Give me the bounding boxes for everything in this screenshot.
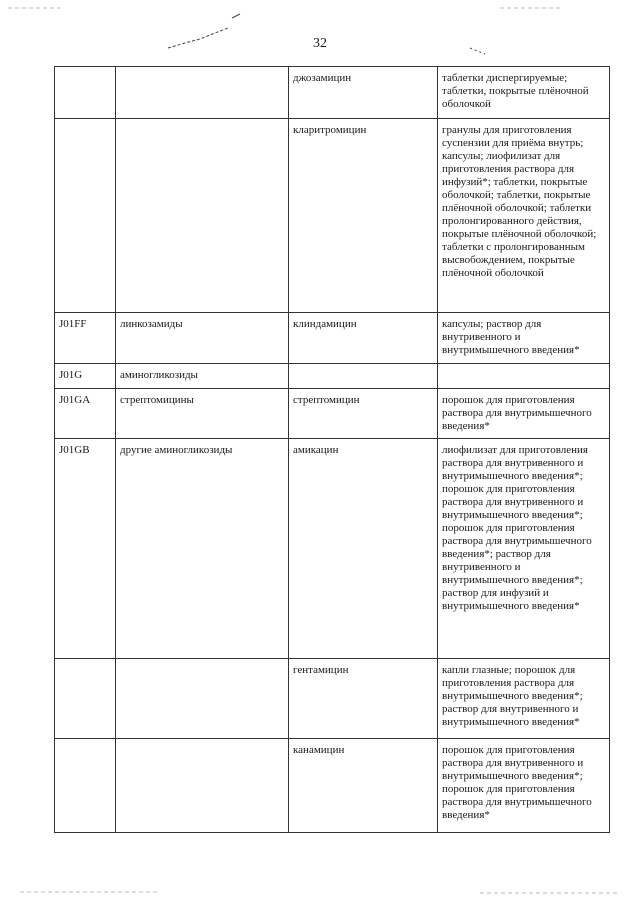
dosage-forms-cell: порошок для приготовления раствора для внутривенного и внутримышечного введения*; порошок для приготовления раствора для внутримышечного введения* [438, 739, 610, 833]
dosage-forms-cell: таблетки диспергируемые; таблетки, покрытые плёночной оболочкой [438, 67, 610, 119]
atc-code-cell: J01GA [55, 389, 116, 439]
atc-code-cell [55, 119, 116, 313]
group-name-cell: стрептомицины [116, 389, 289, 439]
dosage-forms-cell: порошок для приготовления раствора для внутримышечного введения* [438, 389, 610, 439]
group-name-cell: линкозамиды [116, 313, 289, 364]
drug-name-cell: клиндамицин [289, 313, 438, 364]
table-row [55, 659, 610, 739]
drug-name-cell: гентамицин [289, 659, 438, 739]
atc-code-cell [55, 739, 116, 833]
group-name-cell: другие аминогликозиды [116, 439, 289, 659]
drug-name-cell: канамицин [289, 739, 438, 833]
atc-code-cell [55, 659, 116, 739]
atc-code-cell: J01FF [55, 313, 116, 364]
dosage-forms-cell: гранулы для приготовления суспензии для приёма внутрь; капсулы; лиофилизат для приготовления раствора для инфузий*; таблетки, покрытые оболочкой; таблетки, покрытые плёночной оболочкой; таблетки пролонгированного действия, покрытые плёночной оболочкой; таблетки с пролонгированным высвобождением, покрытые плёночной оболочкой [438, 119, 610, 313]
table-row [55, 364, 610, 389]
dosage-forms-cell [438, 364, 610, 389]
atc-code-cell: J01GB [55, 439, 116, 659]
dosage-forms-cell: капсулы; раствор для внутривенного и внутримышечного введения* [438, 313, 610, 364]
drug-name-cell: стрептомицин [289, 389, 438, 439]
table-row [55, 739, 610, 833]
atc-code-cell: J01G [55, 364, 116, 389]
table-row [55, 313, 610, 364]
group-name-cell [116, 659, 289, 739]
table-row [55, 389, 610, 439]
group-name-cell: аминогликозиды [116, 364, 289, 389]
drug-name-cell: амикацин [289, 439, 438, 659]
atc-code-cell [55, 67, 116, 119]
group-name-cell [116, 67, 289, 119]
dosage-forms-cell: лиофилизат для приготовления раствора для внутривенного и внутримышечного введения*; порошок для приготовления раствора для внутривенного и внутримышечного введения*; порошок для приготовления раствора для внутримышечного введения*; раствор для внутривенного и внутримышечного введения*; раствор для инфузий и внутримышечного введения* [438, 439, 610, 659]
table-body [55, 67, 610, 833]
dosage-forms-cell: капли глазные; порошок для приготовления раствора для внутримышечного введения*; раствор для внутривенного и внутримышечного введения* [438, 659, 610, 739]
table-row [55, 119, 610, 313]
group-name-cell [116, 739, 289, 833]
group-name-cell [116, 119, 289, 313]
table-row [55, 439, 610, 659]
table-row [55, 67, 610, 119]
drug-name-cell [289, 364, 438, 389]
drug-name-cell: джозамицин [289, 67, 438, 119]
medication-table [54, 66, 610, 833]
drug-name-cell: кларитромицин [289, 119, 438, 313]
page-number: 32 [313, 36, 327, 51]
